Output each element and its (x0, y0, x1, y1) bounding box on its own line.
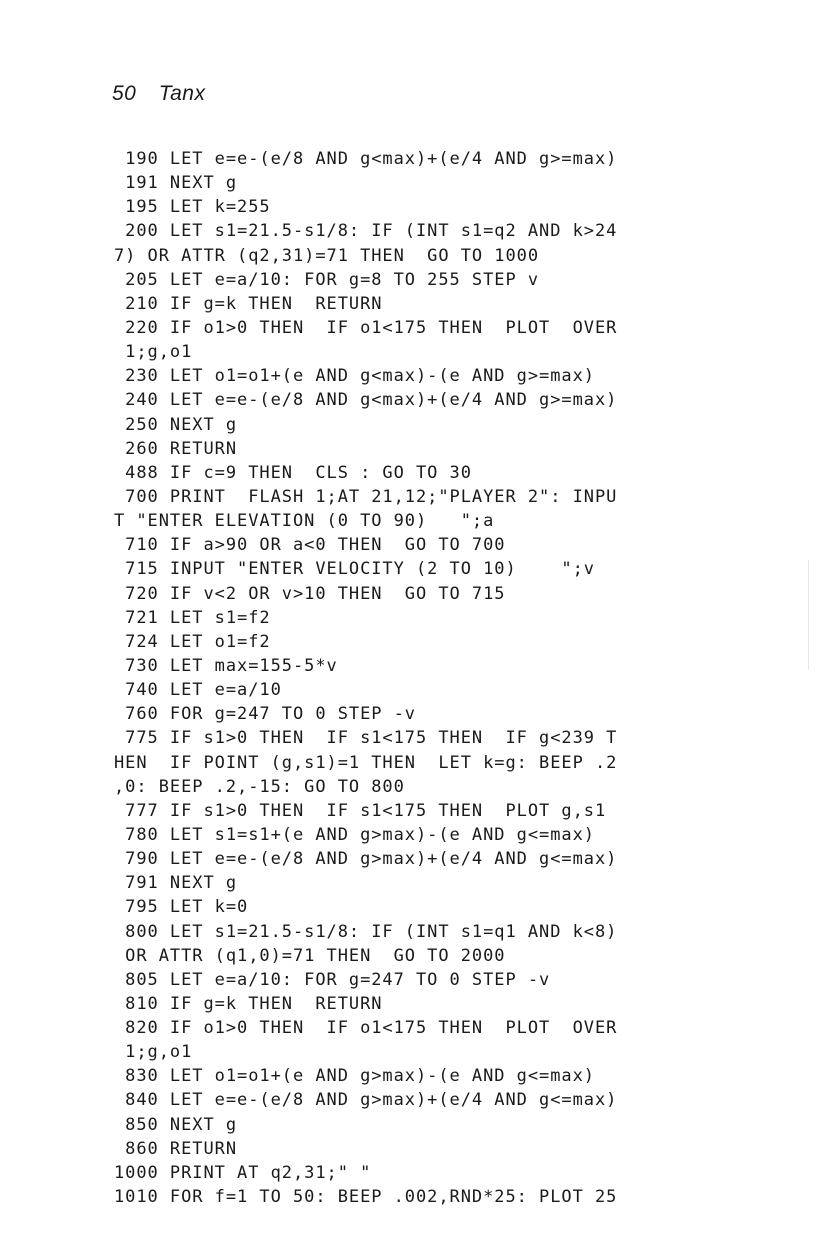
code-line: 1000 PRINT AT q2,31;" " (114, 1162, 372, 1183)
code-line: 775 IF s1>0 THEN IF s1<175 THEN IF g<239 T (114, 728, 618, 749)
code-line: 805 LET e=a/10: FOR g=247 TO 0 STEP -v (114, 969, 551, 990)
chapter-title: Tanx (158, 82, 206, 105)
page-header (112, 82, 205, 106)
code-line: 488 IF c=9 THEN CLS : GO TO 30 (114, 462, 472, 483)
code-line: 840 LET e=e-(e/8 AND g>max)+(e/4 AND g<=max) (114, 1090, 618, 1111)
code-line: 760 FOR g=247 TO 0 STEP -v (114, 704, 416, 725)
code-line: 190 LET e=e-(e/8 AND g<max)+(e/4 AND g>=max) (114, 149, 618, 169)
code-line: 820 IF o1>0 THEN IF o1<175 THEN PLOT OVER (114, 1018, 618, 1039)
code-line: 860 RETURN (114, 1138, 238, 1159)
code-line: 7) OR ATTR (q2,31)=71 THEN GO TO 1000 (114, 245, 540, 266)
code-line: ,0: BEEP .2,-15: GO TO 800 (114, 776, 405, 797)
code-line: 790 LET e=e-(e/8 AND g>max)+(e/4 AND g<=max) (114, 849, 618, 870)
code-line: OR ATTR (q1,0)=71 THEN GO TO 2000 (114, 945, 506, 966)
code-line: T "ENTER ELEVATION (0 TO 90) ";a (114, 511, 495, 532)
code-line: 791 NEXT g (114, 873, 238, 894)
code-line: 850 NEXT g (114, 1114, 238, 1135)
code-line: 730 LET max=155-5*v (114, 655, 338, 676)
code-line: 740 LET e=a/10 (114, 680, 282, 701)
code-line: 810 IF g=k THEN RETURN (114, 993, 383, 1014)
code-line: 710 IF a>90 OR a<0 THEN GO TO 700 (114, 535, 506, 556)
code-line: 700 PRINT FLASH 1;AT 21,12;"PLAYER 2": INPU (114, 486, 618, 507)
basic-program-listing (114, 147, 734, 1209)
code-line: 780 LET s1=s1+(e AND g>max)-(e AND g<=max) (114, 824, 595, 845)
code-line: 191 NEXT g (114, 173, 238, 194)
code-line: 220 IF o1>0 THEN IF o1<175 THEN PLOT OVER (114, 317, 618, 338)
code-line: 777 IF s1>0 THEN IF s1<175 THEN PLOT g,s1 (114, 800, 607, 821)
code-line: 240 LET e=e-(e/8 AND g<max)+(e/4 AND g>=max) (114, 390, 618, 411)
code-line: 230 LET o1=o1+(e AND g<max)-(e AND g>=max) (114, 366, 595, 387)
code-line: HEN IF POINT (g,s1)=1 THEN LET k=g: BEEP .2 (114, 752, 618, 773)
code-line: 830 LET o1=o1+(e AND g>max)-(e AND g<=max) (114, 1066, 595, 1087)
code-line: 260 RETURN (114, 438, 238, 459)
code-line: 724 LET o1=f2 (114, 631, 271, 652)
page-edge-line (808, 560, 809, 670)
code-line: 200 LET s1=21.5-s1/8: IF (INT s1=q2 AND k>24 (114, 221, 618, 242)
code-line: 1;g,o1 (114, 1042, 193, 1063)
code-line: 720 IF v<2 OR v>10 THEN GO TO 715 (114, 583, 506, 604)
code-line: 195 LET k=255 (114, 197, 271, 218)
code-line: 1;g,o1 (114, 342, 193, 363)
code-line: 800 LET s1=21.5-s1/8: IF (INT s1=q1 AND k<8) (114, 921, 618, 942)
code-line: 210 IF g=k THEN RETURN (114, 293, 383, 314)
code-line: 250 NEXT g (114, 414, 238, 435)
code-line: 721 LET s1=f2 (114, 607, 271, 628)
code-line: 1010 FOR f=1 TO 50: BEEP .002,RND*25: PLOT 25 (114, 1187, 618, 1208)
page-number: 50 (112, 82, 137, 105)
code-line: 205 LET e=a/10: FOR g=8 TO 255 STEP v (114, 269, 540, 290)
code-line: 715 INPUT "ENTER VELOCITY (2 TO 10) ";v (114, 559, 595, 580)
code-line: 795 LET k=0 (114, 897, 249, 918)
